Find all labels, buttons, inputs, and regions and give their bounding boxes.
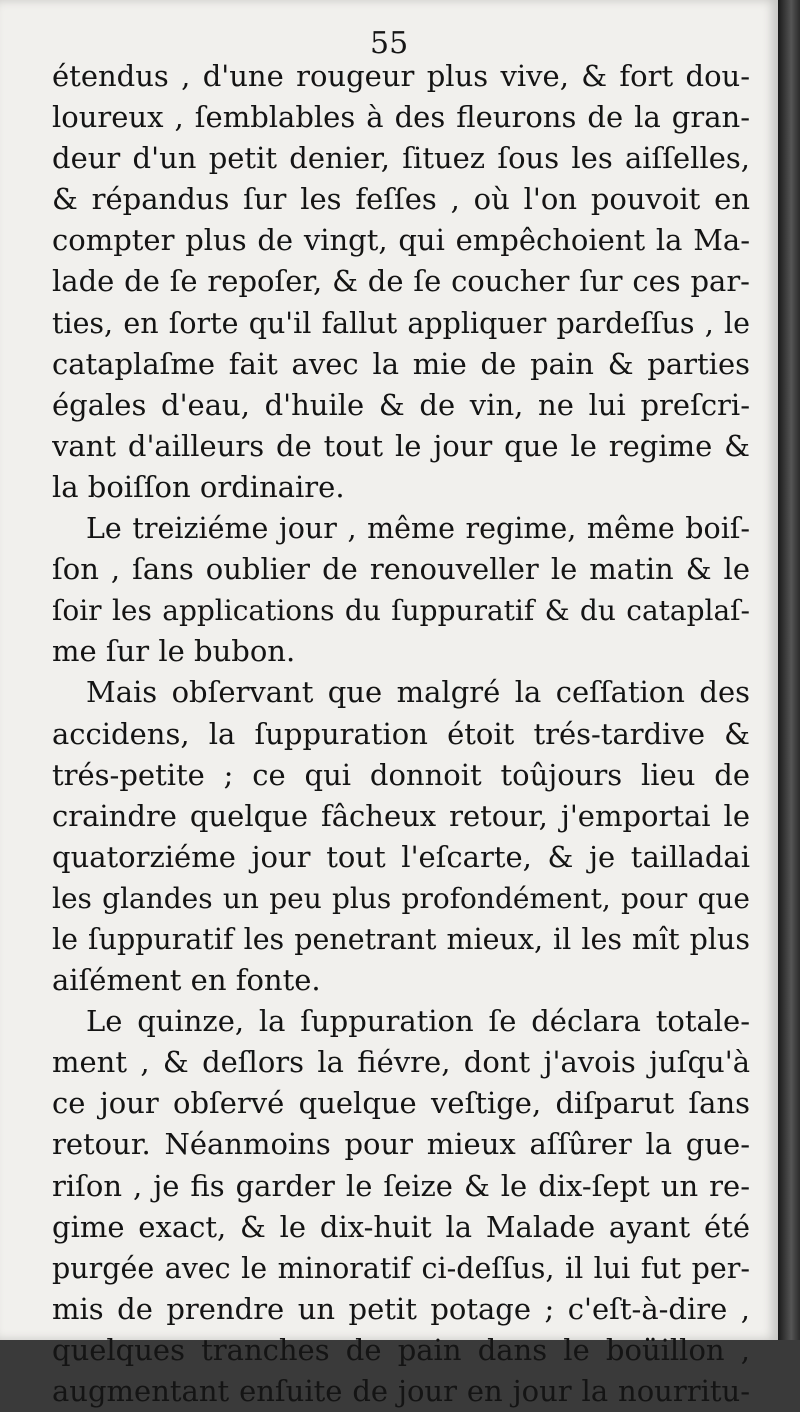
text-line: ment , & deſlors la fiévre, dont j'avois juſqu'à: [52, 1045, 750, 1080]
text-line: lade de ſe repoſer, & de ſe coucher ſur ces par-: [52, 264, 750, 299]
text-line: retour. Néanmoins pour mieux aſſûrer la gue-: [52, 1127, 750, 1162]
text-line: gime exact, & le dix-huit la Malade ayant été: [52, 1209, 750, 1244]
text-line: quatorziéme jour tout l'eſcarte, & je tailladai: [52, 839, 750, 874]
text-line: quelques tranches de pain dans le boüillon ,: [52, 1332, 750, 1367]
text-line: craindre quelque fâcheux retour, j'emportai le: [52, 798, 750, 833]
text-line: ties, en ſorte qu'il fallut appliquer pardeſſus , le: [52, 306, 750, 340]
book-gutter: [778, 0, 800, 1340]
text-line: accidens, la ſuppuration étoit trés-tardive &: [52, 716, 750, 751]
text-line: ſon , ſans oublier de renouveller le matin & le: [52, 552, 750, 587]
text-line: trés-petite ; ce qui donnoit toûjours lieu de: [52, 757, 750, 792]
text-line: étendus , d'une rougeur plus vive, & fort dou-: [52, 59, 750, 93]
text-line: loureux , ſemblables à des fleurons de la gran-: [52, 100, 750, 135]
text-line: ce jour obſervé quelque veſtige, diſparut ſans: [52, 1086, 750, 1121]
text-line: le ſuppuratif les penetrant mieux, il les mît plus: [52, 922, 750, 956]
text-line: me ſur le bubon.: [52, 634, 296, 669]
text-line: aiſément en fonte.: [52, 963, 321, 998]
text-line: augmentant enſuite de jour en jour la nourritu-: [52, 1374, 750, 1408]
text-line: égales d'eau, d'huile & de vin, ne lui preſcri-: [52, 387, 750, 422]
text-line: compter plus de vingt, qui empêchoient la Ma-: [52, 223, 750, 258]
text-line: Le quinze, la ſuppuration ſe déclara totale-: [86, 1004, 750, 1039]
text-line: Le treiziéme jour , même regime, même boiſ-: [86, 512, 750, 546]
text-line: purgée avec le minoratif ci-deſſus, il lui fut per-: [52, 1251, 750, 1285]
page-number: 55: [370, 26, 409, 61]
text-line: Mais obſervant que malgré la ceſſation des: [86, 675, 750, 710]
text-line: riſon , je fis garder le ſeize & le dix-ſept un re-: [52, 1168, 750, 1203]
text-line: deur d'un petit denier, ſituez ſous les aiſſelles,: [52, 141, 750, 176]
body-text: [52, 56, 750, 1412]
text-line: les glandes un peu plus profondément, pour que: [52, 881, 750, 915]
text-line: la boiſſon ordinaire.: [52, 469, 345, 504]
text-line: mis de prendre un petit potage ; c'eſt-à-dire ,: [52, 1291, 750, 1326]
text-line: vant d'ailleurs de tout le jour que le regime &: [52, 428, 750, 463]
text-line: ſoir les applications du ſuppuratif & du cataplaſ-: [52, 594, 750, 628]
text-line: & répandus ſur les feſſes , où l'on pouvoit en: [52, 182, 750, 217]
text-line: cataplaſme fait avec la mie de pain & parties: [52, 346, 750, 381]
